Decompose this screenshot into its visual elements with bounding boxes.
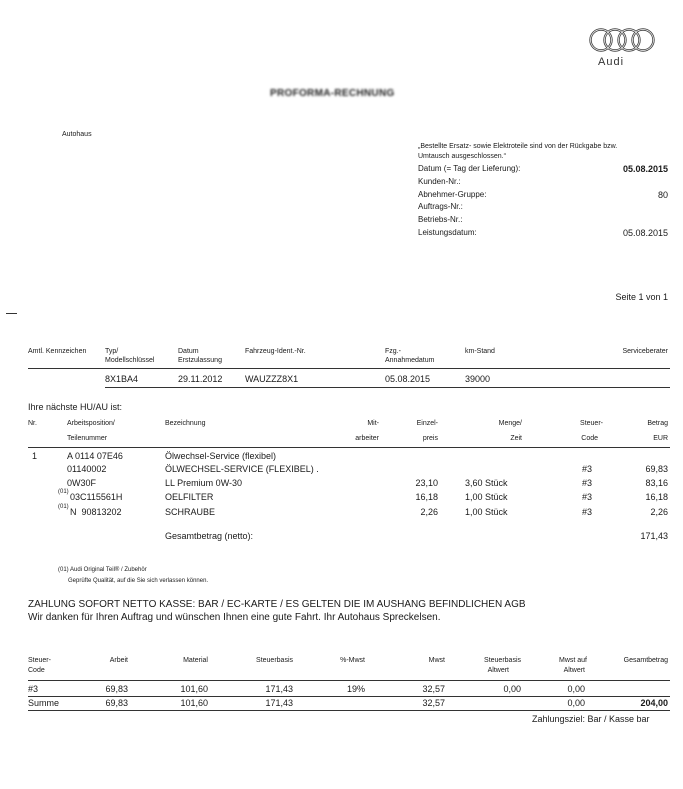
items-header-menge-2: Zeit: [510, 435, 522, 442]
items-header-ep-1: Einzel-: [416, 420, 438, 427]
item-bez: ÖLWECHSEL-SERVICE (FLEXIBEL) .: [165, 464, 319, 474]
tax-header-divider: [28, 680, 670, 681]
tax-header-material: Material: [183, 657, 208, 664]
tax-header-mwst-pct: %-Mwst: [340, 657, 365, 664]
document-title: PROFORMA-RECHNUNG: [270, 88, 395, 99]
tax-gesamtbetrag: 204,00: [640, 698, 668, 708]
vehicle-typ: 8X1BA4: [105, 374, 139, 384]
tax-header-code-1: Steuer-: [28, 657, 51, 664]
vehicle-header-ident: Fahrzeug-Ident.-Nr.: [245, 348, 306, 355]
info-note-line1: „Bestellte Ersatz- sowie Elektroteile sind von der Rückgabe bzw.: [418, 143, 618, 150]
item-part: A 0114 07E46: [67, 451, 123, 461]
audi-logo: [586, 26, 658, 72]
item-code: #3: [582, 464, 593, 474]
items-header-pos-2: Teilenummer: [67, 435, 108, 442]
items-header-ep-2: preis: [422, 435, 438, 442]
item-bez: Ölwechsel-Service (flexibel): [165, 451, 277, 461]
items-header-menge-1: Menge/: [498, 420, 522, 427]
payment-terms: ZAHLUNG SOFORT NETTO KASSE: BAR / EC-KARTE / ES GELTEN DIE IM AUSHANG BEFINDLICHEN AGB: [28, 599, 526, 610]
vehicle-header-datum-2: Erstzulassung: [178, 357, 222, 364]
info-row-datum-label: Datum (= Tag der Lieferung):: [418, 164, 521, 173]
tax-altwert: 0,00: [503, 684, 521, 694]
item-betrag: 83,16: [645, 478, 668, 488]
items-header-steuer-1: Steuer-: [580, 420, 603, 427]
items-header-mit-1: Mit-: [367, 420, 379, 427]
info-note-line2: Umtausch ausgeschlossen.“: [418, 153, 506, 160]
items-header-mit-2: arbeiter: [355, 435, 379, 442]
footnote-quality: Geprüfte Qualität, auf die Sie sich verlassen können.: [68, 578, 209, 584]
tax-header-mwst-altwert-1: Mwst auf: [558, 657, 587, 664]
hu-au-label: Ihre nächste HU/AU ist:: [28, 402, 123, 412]
tax-header-altwert-2: Altwert: [487, 667, 509, 674]
items-header-pos-1: Arbeitsposition/: [67, 420, 115, 427]
info-row-abnehmer-value: 80: [657, 190, 668, 200]
item-ep: 2,26: [420, 507, 438, 517]
tax-mwst-altwert: 0,00: [567, 684, 585, 694]
tax-header-arbeit: Arbeit: [109, 657, 128, 664]
payment-target: Zahlungsziel: Bar / Kasse bar: [532, 714, 650, 724]
item-origin-marker: (01): [58, 489, 69, 495]
tax-header-mwst-altwert-2: Altwert: [563, 667, 585, 674]
item-origin-marker: (01): [58, 504, 69, 510]
info-row-betriebs-label: Betriebs-Nr.:: [418, 215, 463, 224]
items-header-divider: [28, 447, 670, 448]
tax-header-mwst: Mwst: [428, 657, 445, 664]
item-part: N 90813202: [70, 507, 122, 517]
tax-row-divider: [28, 696, 670, 697]
tax-steuerbasis: 171,43: [265, 698, 293, 708]
item-bez: LL Premium 0W-30: [165, 478, 243, 488]
vehicle-header-divider: [28, 368, 670, 369]
item-betrag: 2,26: [650, 507, 668, 517]
vehicle-bottom-divider: [105, 387, 670, 388]
tax-mwst-pct: 19%: [346, 684, 365, 694]
tax-mwst: 32,57: [422, 684, 445, 694]
vehicle-erstzulassung: 29.11.2012: [178, 374, 223, 384]
total-net-value: 171,43: [640, 531, 668, 541]
item-nr: 1: [32, 451, 38, 461]
item-betrag: 16,18: [645, 492, 668, 502]
items-header-betrag-2: EUR: [653, 435, 668, 442]
tax-mwst: 32,57: [422, 698, 445, 708]
footnote-origin: (01) Audi Original Teil® / Zubehör: [58, 567, 147, 573]
item-menge: 1,00 Stück: [465, 507, 508, 517]
tax-code: #3: [28, 684, 39, 694]
item-betrag: 69,83: [645, 464, 668, 474]
page-number: Seite 1 von 1: [615, 292, 668, 302]
item-part: 0W30F: [67, 478, 97, 488]
info-row-kunden-label: Kunden-Nr.:: [418, 177, 461, 186]
vehicle-header-typ-1: Typ/: [105, 348, 119, 355]
tax-header-gesamtbetrag: Gesamtbetrag: [623, 657, 668, 664]
vehicle-km: 39000: [465, 374, 491, 384]
info-row-leistung-label: Leistungsdatum:: [418, 228, 477, 237]
item-bez: OELFILTER: [165, 492, 214, 502]
tax-arbeit: 69,83: [105, 698, 128, 708]
autohaus-label: Autohaus: [62, 131, 92, 138]
vehicle-header-datum-1: Datum: [178, 348, 199, 355]
items-header-steuer-2: Code: [581, 435, 598, 442]
tax-arbeit: 69,83: [105, 684, 128, 694]
tax-header-steuerbasis: Steuerbasis: [256, 657, 293, 664]
total-net-label: Gesamtbetrag (netto):: [165, 531, 254, 541]
vehicle-header-typ-2: Modellschlüssel: [105, 357, 155, 364]
tax-bottom-divider: [28, 710, 670, 711]
tax-steuerbasis: 171,43: [265, 684, 293, 694]
item-part: 03C115561H: [70, 492, 123, 502]
item-code: #3: [582, 478, 593, 488]
audi-brand-text: Audi: [598, 56, 625, 68]
tax-mwst-altwert: 0,00: [567, 698, 585, 708]
tax-header-code-2: Code: [28, 667, 45, 674]
item-code: #3: [582, 507, 593, 517]
margin-mark: [6, 313, 17, 314]
item-ep: 16,18: [415, 492, 438, 502]
info-row-datum-value: 05.08.2015: [622, 164, 668, 174]
items-header-nr: Nr.: [28, 420, 37, 427]
tax-material: 101,60: [180, 684, 208, 694]
items-header-bez: Bezeichnung: [165, 420, 206, 427]
thank-you-note: Wir danken für Ihren Auftrag und wünschen Ihnen eine gute Fahrt. Ihr Autohaus Spreckelsen.: [28, 612, 441, 623]
item-part: 01140002: [67, 464, 107, 474]
info-row-abnehmer-label: Abnehmer-Gruppe:: [418, 190, 487, 199]
vehicle-ident: WAUZZZ8X1: [245, 374, 299, 384]
vehicle-header-fzg-2: Annahmedatum: [385, 357, 435, 364]
item-menge: 1,00 Stück: [465, 492, 508, 502]
info-row-auftrags-label: Auftrags-Nr.:: [418, 202, 463, 211]
item-code: #3: [582, 492, 593, 502]
vehicle-header-km: km-Stand: [465, 348, 495, 355]
tax-material: 101,60: [180, 698, 208, 708]
vehicle-header-kennzeichen: Amtl. Kennzeichen: [28, 348, 87, 355]
vehicle-annahmedatum: 05.08.2015: [385, 374, 431, 384]
item-menge: 3,60 Stück: [465, 478, 508, 488]
item-ep: 23,10: [415, 478, 438, 488]
vehicle-header-fzg-1: Fzg.-: [385, 348, 401, 355]
item-bez: SCHRAUBE: [165, 507, 216, 517]
items-header-betrag-1: Betrag: [647, 420, 668, 427]
audi-rings-icon: [586, 26, 658, 56]
tax-header-altwert-1: Steuerbasis: [484, 657, 521, 664]
info-row-leistung-value: 05.08.2015: [622, 228, 668, 238]
vehicle-header-serviceberater: Serviceberater: [622, 348, 668, 355]
tax-code: Summe: [28, 698, 60, 708]
